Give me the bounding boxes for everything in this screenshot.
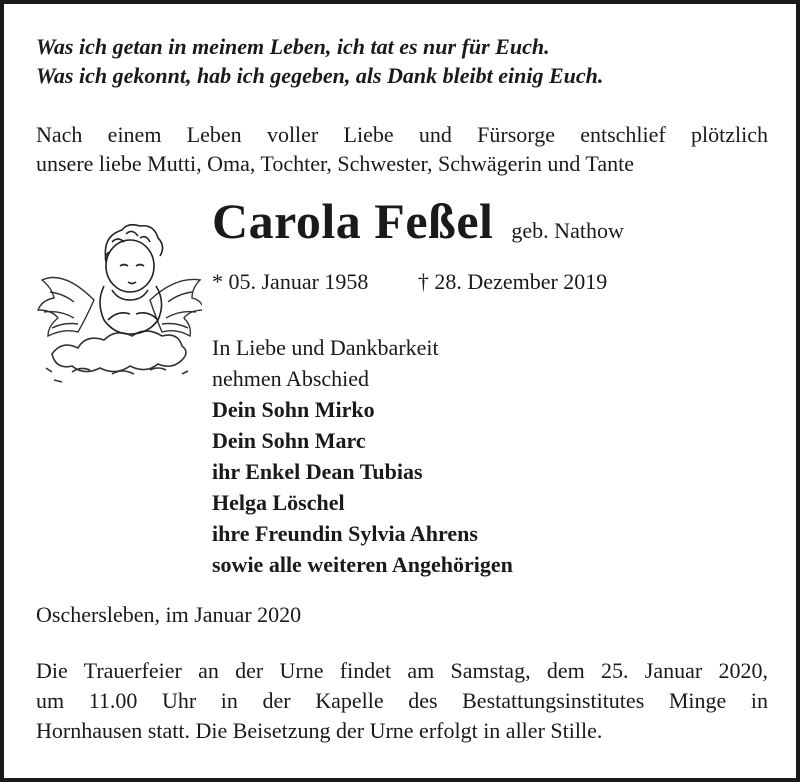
birth-date: * 05. Januar 1958: [212, 269, 369, 294]
place-date: Oschersleben, im Januar 2020: [36, 602, 302, 627]
service-line-2: um 11.00 Uhr in der Kapelle des Bestattungsinstitutes Minge in: [36, 688, 768, 713]
mourner-item: sowie alle weiteren Angehörigen: [212, 552, 513, 577]
farewell-line-2: nehmen Abschied: [212, 366, 370, 391]
mourner-item: Dein Sohn Mirko: [212, 397, 375, 422]
farewell-block: [212, 332, 513, 580]
service-info: [36, 656, 768, 746]
intro-line-2: unsere liebe Mutti, Oma, Tochter, Schwester, Schwägerin und Tante: [36, 151, 634, 176]
service-line-3: Hornhausen statt. Die Beisetzung der Urne erfolgt in aller Stille.: [36, 718, 603, 743]
mourner-item: Helga Löschel: [212, 490, 345, 515]
service-line-1: Die Trauerfeier an der Urne findet am Samstag, dem 25. Januar 2020,: [36, 658, 768, 683]
intro-line-1: Nach einem Leben voller Liebe und Fürsorge entschlief plötzlich: [36, 122, 768, 147]
motto-line-1: Was ich getan in meinem Leben, ich tat es nur für Euch.: [36, 34, 550, 59]
deceased-name-row: [212, 192, 624, 250]
death-date: † 28. Dezember 2019: [417, 269, 608, 294]
maiden-name: geb. Nathow: [511, 218, 624, 243]
deceased-name: Carola Feßel: [212, 193, 494, 249]
motto-line-2: Was ich gekonnt, hab ich gegeben, als Dank bleibt einig Euch.: [36, 63, 604, 88]
life-dates: [212, 269, 607, 295]
motto-verse: [36, 32, 603, 90]
cherub-angel-icon: [32, 204, 202, 394]
mourner-item: ihre Freundin Sylvia Ahrens: [212, 521, 478, 546]
farewell-line-1: In Liebe und Dankbarkeit: [212, 335, 439, 360]
mourner-item: ihr Enkel Dean Tubias: [212, 459, 423, 484]
mourner-item: Dein Sohn Marc: [212, 428, 366, 453]
intro-text: [36, 120, 768, 178]
